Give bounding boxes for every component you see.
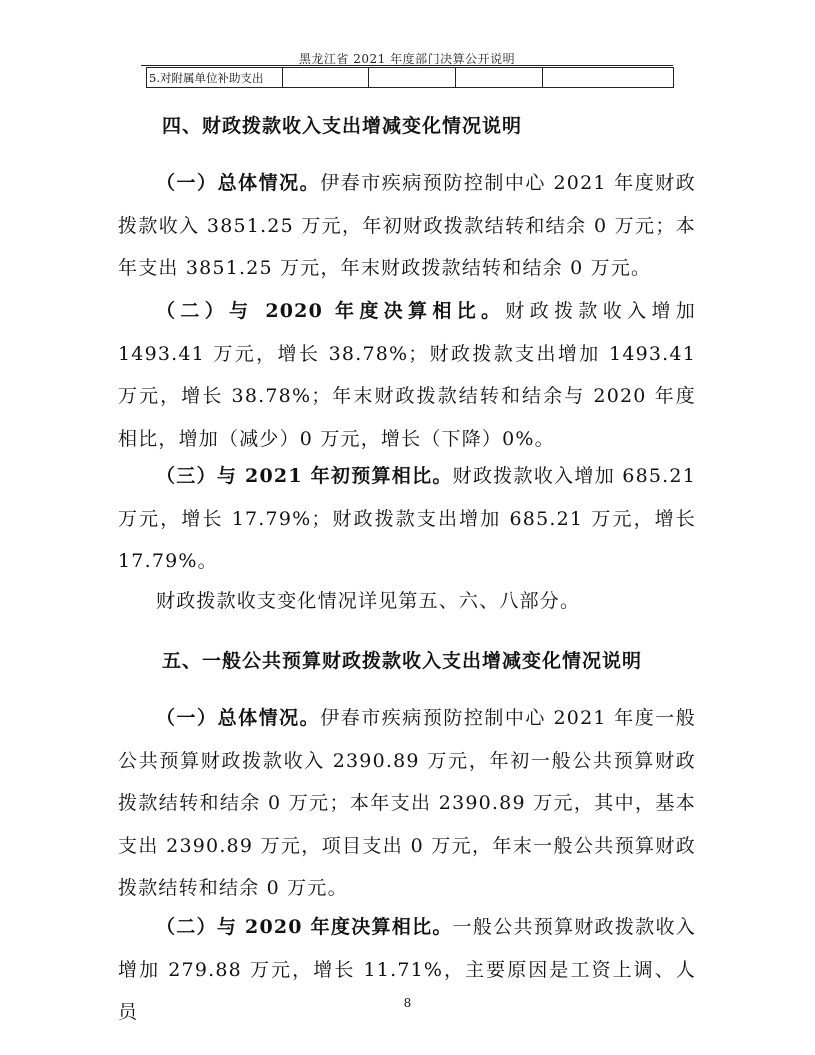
paragraph-text: 伊春市疾病预防控制中心 2021 年度财政拨款收入 3851.25 万元，年初财政拨款结转和结余 0 万元；本年支出 3851.25 万元，年末财政拨款结转和结余 0 万元。 bbox=[118, 172, 696, 280]
expenditure-table-fragment bbox=[146, 67, 674, 88]
table-cell bbox=[543, 68, 674, 88]
paragraph-lead: （二）与 2020 年度决算相比。 bbox=[156, 300, 506, 322]
page-number: 8 bbox=[403, 996, 412, 1010]
table-cell bbox=[283, 68, 369, 88]
paragraph-lead: （一）总体情况。 bbox=[156, 172, 321, 194]
paragraph-lead: （三）与 2021 年初预算相比。 bbox=[156, 465, 453, 487]
paragraph-text: 一般公共预算财政拨款收入增加 279.88 万元，增长 11.71%，主要原因是工资上调、人员 bbox=[118, 916, 696, 1024]
paragraph-text: 财政拨款收入增加 685.21 万元，增长 17.79%；财政拨款支出增加 685.21 万元，增长 17.79%。 bbox=[118, 465, 696, 573]
table-cell bbox=[369, 68, 456, 88]
section-4-paragraph-3 bbox=[118, 455, 696, 583]
paragraph-text: 财政拨款收支变化情况详见第五、六、八部分。 bbox=[156, 590, 581, 612]
paragraph-lead: （一）总体情况。 bbox=[156, 707, 321, 729]
section-4-paragraph-4 bbox=[118, 580, 696, 623]
section-4-paragraph-2 bbox=[118, 290, 696, 460]
section-4-paragraph-1 bbox=[118, 162, 696, 290]
section-4-heading: 四、财政拨款收入支出增减变化情况说明 bbox=[162, 115, 523, 137]
table-cell-label: 5.对附属单位补助支出 bbox=[147, 68, 283, 88]
paragraph-lead: （二）与 2020 年度决算相比。 bbox=[156, 916, 453, 938]
section-5-paragraph-2 bbox=[118, 906, 696, 1034]
table-row bbox=[147, 68, 674, 88]
paragraph-text: 财政拨款收入增加 1493.41 万元，增长 38.78%；财政拨款支出增加 1493.41 万元，增长 38.78%；年末财政拨款结转和结余与 2020 年度相比，增加（减少）0 万元，增长（下降）0%。 bbox=[118, 300, 696, 450]
paragraph-text: 伊春市疾病预防控制中心 2021 年度一般公共预算财政拨款收入 2390.89 万元，年初一般公共预算财政拨款结转和结余 0 万元；本年支出 2390.89 万元，其中，基本支出 2390.89 万元，项目支出 0 万元，年末一般公共预算财政拨款结转和结余 0 万元。 bbox=[118, 707, 696, 900]
header-divider bbox=[141, 65, 673, 66]
page-header: 黑龙江省 2021 年度部门决算公开说明 bbox=[298, 52, 516, 66]
section-5-paragraph-1 bbox=[118, 697, 696, 910]
section-5-heading: 五、一般公共预算财政拨款收入支出增减变化情况说明 bbox=[162, 650, 643, 672]
table-cell bbox=[456, 68, 543, 88]
